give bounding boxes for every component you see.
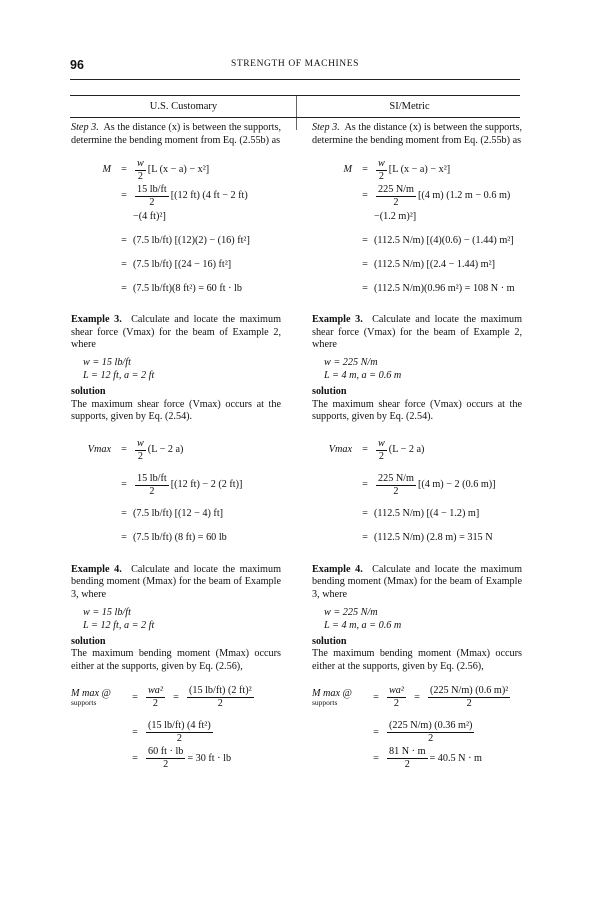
eq-sign: =	[121, 234, 127, 246]
eq-term: (112.5 N/m) [(2.4 − 1.44) m²]	[374, 258, 496, 270]
eq-sign: =	[132, 726, 138, 738]
eq-sign: =	[414, 691, 420, 703]
eq-sign: =	[362, 164, 368, 176]
given-line: w = 15 lb/ft	[83, 606, 131, 618]
fraction: $\frac{\text{(225 N/m) (0.36 m²)}}{2}$	[389, 720, 473, 745]
eq-lhs: Vmax	[87, 443, 111, 455]
us-example4	[71, 564, 281, 602]
us-example3-solution: The maximum shear force (Vmax) occurs at the supports, given by Eq. (2.54).	[71, 398, 281, 423]
eq-term: (7.5 lb/ft) [(12 − 4) ft]	[133, 508, 224, 520]
eq-term: (7.5 lb/ft) [(24 − 16) ft²]	[133, 258, 232, 270]
eq-term: (112.5 N/m) [(4)(0.6) − (1.44) m²]	[374, 234, 514, 246]
si-solution-label: solution	[312, 635, 347, 647]
given-line: w = 225 N/m	[324, 606, 378, 618]
page-number: 96	[70, 58, 84, 72]
si-step3-text: As the distance (x) is between the supports, determine the bending moment from Eq. (2.55b) as	[312, 122, 522, 146]
eq-lhs: M max @	[71, 688, 111, 700]
header-rule	[70, 79, 520, 80]
fraction: $\frac{w}{2}$	[378, 437, 385, 462]
eq-result: = 40.5 N · m	[429, 752, 482, 764]
given-line: w = 225 N/m	[324, 356, 378, 368]
eq-sign: =	[362, 258, 368, 270]
eq-sign: =	[373, 752, 379, 764]
eq-lhs-subscript: supports	[312, 698, 338, 708]
eq-sign: =	[362, 532, 368, 544]
fraction: $\frac{\text{(15 lb/ft) (4 ft²)}}{2}$	[148, 720, 211, 745]
us-shear-force-equation	[71, 438, 281, 546]
us-example3	[71, 314, 281, 352]
us-example3-given	[83, 356, 281, 382]
eq-term: [(4 m) (1.2 m − 0.6 m)	[417, 190, 511, 202]
given-line: L = 12 ft, a = 2 ft	[83, 369, 155, 381]
table-top-rule	[70, 95, 520, 96]
eq-term: [(12 ft) − 2 (2 ft)]	[170, 478, 243, 490]
us-step3-text: As the distance (x) is between the supports, determine the bending moment from Eq. (2.55b) as	[71, 122, 281, 146]
eq-sign: =	[362, 508, 368, 520]
eq-term: [L (x − a) − x²]	[388, 164, 451, 176]
si-solution-label: solution	[312, 385, 347, 397]
fraction: $\frac{\text{(15 lb/ft) (2 ft)²}}{2}$	[188, 685, 252, 710]
eq-term: (L − 2 a)	[147, 443, 184, 455]
si-step3-label: Step 3.	[312, 122, 340, 133]
si-step3	[312, 122, 522, 147]
eq-term: (7.5 lb/ft) (8 ft) = 60 lb	[133, 532, 227, 544]
us-example3-text: Calculate and locate the maximum shear force (Vmax) for the beam of Example 2, where	[71, 314, 281, 351]
si-example3-text: Calculate and locate the maximum shear force (Vmax) for the beam of Example 2, where	[312, 314, 522, 351]
eq-term: (7.5 lb/ft) [(12)(2) − (16) ft²]	[133, 234, 250, 246]
eq-term: (L − 2 a)	[388, 443, 425, 455]
given-line: L = 4 m, a = 0.6 m	[324, 369, 402, 381]
eq-sign: =	[373, 726, 379, 738]
eq-sign: =	[132, 752, 138, 764]
eq-sign: =	[121, 164, 127, 176]
si-example4-label: Example 4.	[312, 563, 363, 575]
fraction: $\frac{w}{2}$	[137, 158, 144, 183]
fraction: $\frac{15 lb/ft}{2}$	[137, 184, 167, 209]
si-example3	[312, 314, 522, 352]
eq-term: (112.5 N/m) [(4 − 1.2) m]	[374, 508, 480, 520]
eq-sign: =	[132, 691, 138, 703]
fraction: $\frac{\text{wa²}}{2}$	[148, 685, 163, 710]
us-example4-text: Calculate and locate the maximum bending moment (Mmax) for the beam of Example 3, where	[71, 563, 281, 600]
eq-lhs: M	[102, 164, 111, 176]
eq-sign: =	[121, 532, 127, 544]
us-bending-moment-equation	[71, 158, 281, 296]
given-line: L = 4 m, a = 0.6 m	[324, 619, 402, 631]
eq-term: −(1.2 m)²]	[374, 210, 417, 222]
column-header-si: SI/Metric	[389, 101, 430, 112]
page-header	[70, 58, 520, 74]
si-example4-solution: The maximum bending moment (Mmax) occurs either at the supports, given by Eq. (2.56),	[312, 648, 522, 672]
si-example3-label: Example 3.	[312, 314, 363, 326]
fraction: $\frac{\text{wa²}}{2}$	[389, 685, 404, 710]
eq-term: −(4 ft)²]	[133, 210, 166, 222]
eq-term: (112.5 N/m) (2.8 m) = 315 N	[374, 532, 493, 544]
us-step3-label: Step 3.	[71, 122, 99, 133]
eq-sign: =	[121, 258, 127, 270]
running-head: STRENGTH OF MACHINES	[230, 59, 360, 69]
eq-sign: =	[362, 443, 368, 455]
eq-lhs: M max @	[312, 688, 352, 700]
fraction: $\frac{15 lb/ft}{2}$	[137, 472, 167, 497]
si-example3-solution: The maximum shear force (Vmax) occurs at the supports, given by Eq. (2.54).	[312, 398, 522, 423]
us-example4-solution: The maximum bending moment (Mmax) occurs either at the supports, given by Eq. (2.56),	[71, 648, 281, 672]
eq-lhs-subscript: supports	[71, 698, 97, 708]
si-example4-given	[324, 606, 522, 632]
eq-term: [(12 ft) (4 ft − 2 ft)	[170, 190, 248, 202]
eq-sign: =	[373, 691, 379, 703]
fraction: $\frac{w}{2}$	[378, 158, 385, 183]
eq-lhs: Vmax	[328, 443, 352, 455]
si-bending-moment-equation	[312, 158, 522, 296]
us-example4-given	[83, 606, 281, 632]
eq-result: = 30 ft · lb	[187, 752, 232, 764]
column-header-us: U.S. Customary	[149, 101, 218, 112]
eq-sign: =	[362, 282, 368, 294]
si-column	[312, 122, 522, 782]
us-step3	[71, 122, 281, 147]
us-example4-label: Example 4.	[71, 563, 122, 575]
eq-sign: =	[121, 478, 127, 490]
fraction: $\frac{225 N/m}{2}$	[378, 184, 414, 209]
si-shear-force-equation	[312, 438, 522, 546]
fraction: $\frac{225 N/m}{2}$	[378, 472, 414, 497]
eq-term: (112.5 N/m)(0.96 m²) = 108 N · m	[374, 282, 515, 294]
us-max-moment-equation	[71, 685, 281, 771]
us-column	[71, 122, 281, 782]
eq-sign: =	[121, 190, 127, 202]
column-header-rule	[70, 117, 520, 118]
si-max-moment-equation	[312, 685, 522, 771]
us-solution-label: solution	[71, 635, 106, 647]
eq-sign: =	[173, 691, 179, 703]
eq-sign: =	[121, 443, 127, 455]
fraction: $\frac{81 N \cdot m}{2}$	[389, 746, 426, 771]
given-line: w = 15 lb/ft	[83, 356, 131, 368]
eq-sign: =	[362, 478, 368, 490]
fraction: $\frac{60 ft \cdot lb}{2}$	[148, 746, 184, 771]
eq-term: [(4 m) − 2 (0.6 m)]	[417, 478, 496, 490]
si-example4	[312, 564, 522, 602]
eq-sign: =	[362, 234, 368, 246]
eq-term: (7.5 lb/ft)(8 ft²) = 60 ft · lb	[133, 282, 242, 294]
eq-sign: =	[121, 508, 127, 520]
eq-term: [L (x − a) − x²]	[147, 164, 210, 176]
si-example3-given	[324, 356, 522, 382]
eq-sign: =	[121, 282, 127, 294]
eq-lhs: M	[343, 164, 352, 176]
us-example3-label: Example 3.	[71, 314, 122, 326]
us-solution-label: solution	[71, 385, 106, 397]
si-example4-text: Calculate and locate the maximum bending moment (Mmax) for the beam of Example 3, where	[312, 563, 522, 600]
fraction: $\frac{w}{2}$	[137, 437, 144, 462]
fraction: $\frac{\text{(225 N/m) (0.6 m)²}}{2}$	[429, 685, 509, 710]
eq-sign: =	[362, 190, 368, 202]
given-line: L = 12 ft, a = 2 ft	[83, 619, 155, 631]
